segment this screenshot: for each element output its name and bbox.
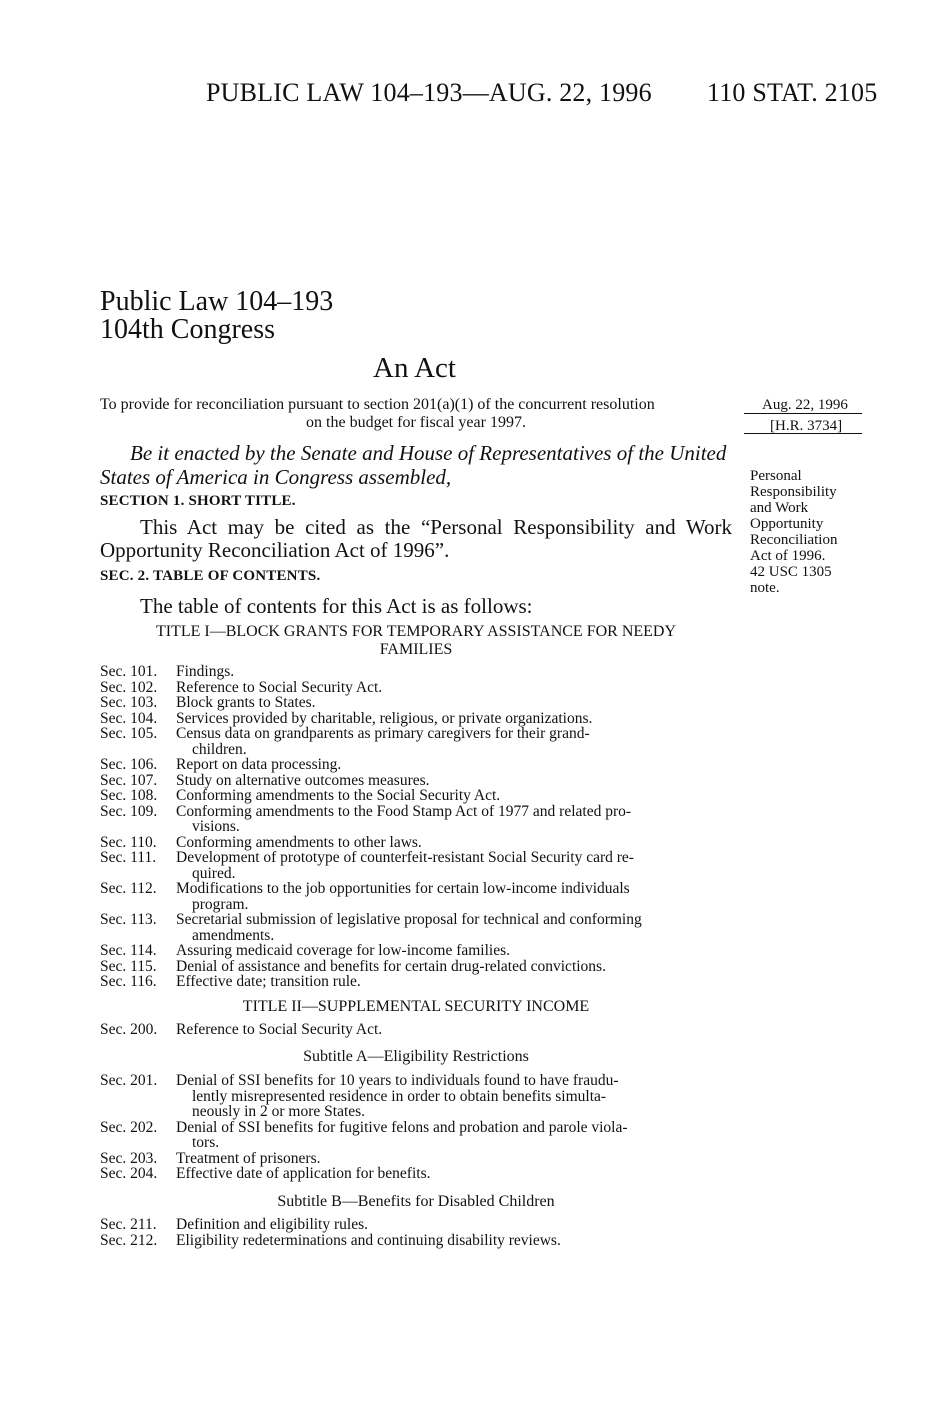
toc-entry [100, 1233, 732, 1249]
toc-entry-number: Sec. 204. [100, 1165, 158, 1182]
toc-entry-text: Effective date of application for benefits. [176, 1165, 431, 1182]
toc-title1-list [100, 664, 732, 990]
toc-entry [100, 1166, 732, 1182]
margin-date: Aug. 22, 1996 [762, 397, 848, 413]
toc-entry-continuation: quired. [192, 864, 236, 882]
toc-entry-text: Treatment of prisoners. [176, 1149, 321, 1167]
toc-entry-text: Denial of assistance and benefits for certain drug-related convictions. [176, 957, 606, 975]
toc-entry-number: Sec. 110. [100, 833, 157, 851]
toc-entry-number: Sec. 200. [100, 1021, 158, 1038]
toc-entry-text-block [176, 804, 732, 835]
toc-entry-number: Sec. 102. [100, 678, 158, 696]
toc-entry-number: Sec. 203. [100, 1149, 158, 1167]
margin-note-line: and Work [750, 500, 809, 516]
toc-title2-list [100, 1022, 732, 1038]
toc-entry [100, 881, 732, 912]
toc-entry-continuation: neously in 2 or more States. [192, 1103, 366, 1120]
toc-title2-heading: TITLE II—SUPPLEMENTAL SECURITY INCOME [242, 998, 590, 1015]
toc-entry-number: Sec. 112. [100, 880, 157, 897]
toc-entry-text-block [176, 850, 732, 881]
toc-entry-text: Conforming amendments to other laws. [176, 833, 422, 851]
toc-entry-text: Report on data processing. [176, 756, 342, 773]
toc-entry-text: Denial of SSI benefits for fugitive felons and probation and parole viola- [176, 1118, 628, 1136]
toc-entry [100, 1022, 732, 1038]
toc-subtitle-b-list [100, 1217, 732, 1248]
toc-entry [100, 788, 732, 804]
toc-entry-number: Sec. 114. [100, 942, 157, 959]
toc-entry-text: Conforming amendments to the Social Security Act. [176, 787, 501, 804]
toc-entry [100, 757, 732, 773]
toc-entry-text-block [176, 912, 732, 943]
toc-entry-text: Eligibility redeterminations and continuing disability reviews. [176, 1231, 561, 1249]
toc-entry-number: Sec. 108. [100, 787, 158, 804]
toc-entry [100, 1151, 732, 1167]
margin-note [750, 468, 837, 596]
toc-entry-number: Sec. 104. [100, 709, 158, 727]
toc-entry-text: Block grants to States. [176, 694, 316, 711]
toc-title1-line1: TITLE I—BLOCK GRANTS FOR TEMPORARY ASSISTANCE FOR NEEDY [155, 623, 677, 640]
toc-subtitle-a-heading: Subtitle A—Eligibility Restrictions [303, 1048, 529, 1065]
toc-entry-number: Sec. 212. [100, 1231, 158, 1249]
margin-note-line: Personal [750, 468, 802, 484]
toc-entry-number: Sec. 107. [100, 771, 158, 789]
section1-text: This Act may be cited as the “Personal Responsibility and Work Opportunity Reconciliation Act of 1996”. [100, 515, 732, 562]
toc-entry [100, 943, 732, 959]
toc-entry [100, 726, 732, 757]
congress-label: 104th Congress [100, 314, 275, 345]
public-law-title: Public Law 104–193 [100, 286, 334, 317]
toc-intro: The table of contents for this Act is as follows: [140, 594, 533, 618]
toc-entry-text: Census data on grandparents as primary caregivers for their grand- [176, 725, 590, 742]
toc-entry-number: Sec. 103. [100, 694, 158, 711]
margin-bill-number: [H.R. 3734] [770, 418, 843, 434]
section1-heading: SECTION 1. SHORT TITLE. [100, 493, 296, 509]
toc-entry-continuation: visions. [192, 818, 240, 835]
toc-entry-number: Sec. 113. [100, 911, 157, 928]
toc-subtitle-a-list [100, 1073, 732, 1182]
toc-entry-number: Sec. 115. [100, 957, 157, 975]
toc-entry-number: Sec. 106. [100, 756, 158, 773]
toc-entry-text-block [176, 1073, 732, 1120]
toc-entry [100, 773, 732, 789]
act-purpose-line1: To provide for reconciliation pursuant to section 201(a)(1) of the concurrent resolution [100, 396, 655, 413]
act-purpose [100, 396, 732, 432]
toc-entry-text: Effective date; transition rule. [176, 973, 361, 990]
toc-entry-text: Reference to Social Security Act. [176, 678, 383, 696]
act-purpose-line2: on the budget for fiscal year 1997. [306, 414, 526, 431]
toc-entry-text: Modifications to the job opportunities for certain low-income individuals [176, 880, 630, 897]
toc-entry [100, 850, 732, 881]
toc-entry-text: Denial of SSI benefits for 10 years to individuals found to have fraudu- [176, 1072, 619, 1089]
toc-entry-text: Assuring medicaid coverage for low-income families. [176, 942, 510, 959]
toc-entry [100, 680, 732, 696]
toc-entry-number: Sec. 202. [100, 1118, 158, 1136]
margin-note-line: Opportunity [750, 516, 824, 532]
toc-entry-number: Sec. 109. [100, 802, 158, 820]
toc-entry [100, 695, 732, 711]
toc-entry-number: Sec. 101. [100, 663, 158, 680]
margin-note-line: Act of 1996. [750, 548, 826, 564]
toc-entry-number: Sec. 116. [100, 973, 157, 990]
toc-entry [100, 1120, 732, 1151]
margin-note-line: 42 USC 1305 [750, 564, 832, 580]
toc-entry-text-block [176, 1120, 732, 1151]
toc-entry-continuation: amendments. [192, 926, 275, 944]
toc-entry-text: Study on alternative outcomes measures. [176, 771, 430, 789]
margin-rule-top [744, 413, 862, 414]
toc-entry-text-block [176, 881, 732, 912]
toc-entry-text: Conforming amendments to the Food Stamp Act of 1977 and related pro- [176, 802, 632, 820]
margin-note-line: Responsibility [750, 484, 837, 500]
toc-entry [100, 1073, 732, 1120]
toc-entry-text: Findings. [176, 663, 235, 680]
toc-entry-continuation: program. [192, 895, 249, 913]
toc-entry-continuation: tors. [192, 1134, 220, 1151]
toc-subtitle-b-heading: Subtitle B—Benefits for Disabled Children [277, 1193, 555, 1210]
act-label: An Act [373, 352, 456, 384]
toc-entry-text: Services provided by charitable, religious, or private organizations. [176, 709, 593, 727]
toc-entry-number: Sec. 211. [100, 1216, 157, 1233]
toc-entry-continuation: lently misrepresented residence in order to obtain benefits simulta- [192, 1087, 607, 1105]
toc-entry-continuation: children. [192, 740, 247, 758]
margin-note-line: Reconciliation [750, 532, 838, 548]
toc-entry [100, 974, 732, 990]
toc-entry [100, 912, 732, 943]
toc-entry [100, 835, 732, 851]
enacting-clause: Be it enacted by the Senate and House of Representatives of the United States of America in Congress assembled, [100, 441, 727, 489]
page-number-header: 110 STAT. 2105 [707, 78, 878, 107]
toc-entry [100, 1217, 732, 1233]
toc-entry-text: Development of prototype of counterfeit-resistant Social Security card re- [176, 849, 634, 866]
toc-entry [100, 711, 732, 727]
toc-entry-text-block [176, 726, 732, 757]
toc-title1-heading [100, 623, 732, 659]
toc-title1-line2: FAMILIES [379, 641, 453, 658]
toc-entry-text: Definition and eligibility rules. [176, 1216, 368, 1233]
toc-entry-number: Sec. 111. [100, 849, 157, 866]
toc-entry-text: Secretarial submission of legislative proposal for technical and conforming [176, 911, 642, 928]
section2-heading: SEC. 2. TABLE OF CONTENTS. [100, 568, 321, 584]
running-header-left: PUBLIC LAW 104–193—AUG. 22, 1996 [206, 78, 652, 107]
margin-rule-bottom [744, 433, 862, 434]
margin-note-line: note. [750, 580, 780, 596]
toc-entry [100, 959, 732, 975]
toc-entry-text: Reference to Social Security Act. [176, 1021, 383, 1038]
toc-entry [100, 664, 732, 680]
toc-entry-number: Sec. 201. [100, 1072, 158, 1089]
toc-entry-number: Sec. 105. [100, 725, 158, 742]
toc-entry [100, 804, 732, 835]
